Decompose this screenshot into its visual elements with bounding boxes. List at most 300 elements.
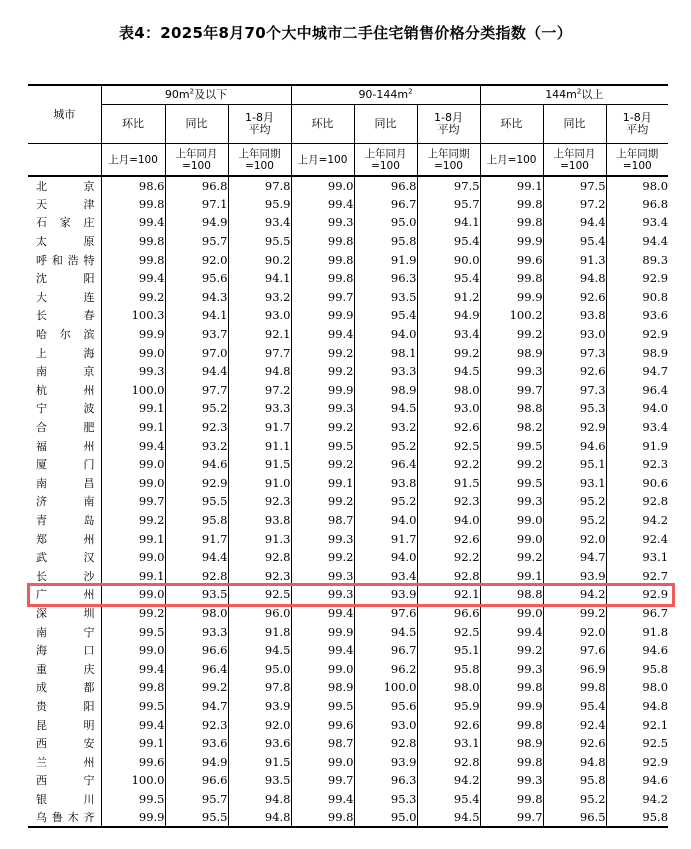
index-value: 99.8	[480, 715, 543, 734]
index-value: 99.5	[101, 790, 165, 809]
index-value: 95.3	[354, 790, 417, 809]
index-value: 94.2	[606, 511, 668, 530]
base-header: 上月=100	[101, 144, 165, 177]
index-value: 93.3	[354, 362, 417, 381]
base-header: 上年同月 =100	[165, 144, 228, 177]
index-value: 94.4	[543, 213, 606, 232]
table-row	[28, 548, 668, 567]
index-value: 99.2	[543, 604, 606, 623]
index-value: 98.2	[480, 418, 543, 437]
index-value: 99.7	[291, 288, 354, 307]
index-value: 99.2	[101, 511, 165, 530]
index-value: 99.2	[417, 343, 480, 362]
index-value: 99.4	[101, 269, 165, 288]
index-value: 94.7	[606, 362, 668, 381]
index-value: 92.5	[228, 585, 291, 604]
index-value: 99.5	[101, 697, 165, 716]
city-name: 广州	[36, 588, 95, 602]
table-row	[28, 566, 668, 585]
group-header-2: $90-144m^2$	[291, 85, 480, 105]
index-value: 99.4	[291, 325, 354, 344]
index-value: 94.6	[543, 436, 606, 455]
base-header: 上月=100	[291, 144, 354, 177]
index-value: 99.9	[291, 622, 354, 641]
index-value: 99.5	[480, 474, 543, 493]
index-value: 94.0	[354, 325, 417, 344]
city-name: 石家庄	[36, 216, 95, 230]
index-value: 96.3	[354, 269, 417, 288]
index-value: 93.4	[606, 418, 668, 437]
index-value: 96.6	[165, 641, 228, 660]
sub-header: 1-8月 平均	[417, 105, 480, 144]
sub-header: 1-8月 平均	[606, 105, 668, 144]
index-value: 99.4	[291, 604, 354, 623]
index-value: 98.9	[606, 343, 668, 362]
index-value: 95.8	[543, 771, 606, 790]
index-value: 95.5	[165, 808, 228, 827]
table-row	[28, 269, 668, 288]
sub-header: 同比	[354, 105, 417, 144]
index-value: 92.2	[417, 548, 480, 567]
index-value: 99.3	[480, 492, 543, 511]
index-value: 97.7	[165, 381, 228, 400]
index-value: 99.9	[480, 697, 543, 716]
index-value: 93.2	[354, 418, 417, 437]
index-value: 99.4	[101, 436, 165, 455]
index-value: 93.4	[417, 325, 480, 344]
index-value: 93.3	[228, 399, 291, 418]
index-value: 94.2	[417, 771, 480, 790]
city-name: 南京	[36, 365, 95, 379]
index-value: 99.3	[480, 362, 543, 381]
index-value: 99.5	[291, 697, 354, 716]
index-value: 91.1	[228, 436, 291, 455]
index-value: 96.4	[165, 659, 228, 678]
index-value: 92.5	[417, 622, 480, 641]
index-value: 94.4	[165, 362, 228, 381]
index-value: 94.1	[417, 213, 480, 232]
index-value: 95.8	[417, 659, 480, 678]
table-row	[28, 585, 668, 604]
index-value: 94.5	[417, 808, 480, 827]
index-value: 100.2	[480, 306, 543, 325]
table-row	[28, 455, 668, 474]
index-value: 94.8	[543, 752, 606, 771]
index-value: 99.2	[101, 604, 165, 623]
table-row	[28, 195, 668, 214]
index-value: 96.6	[417, 604, 480, 623]
city-name: 西安	[36, 737, 95, 751]
base-header: 上年同期 =100	[606, 144, 668, 177]
table-row	[28, 306, 668, 325]
table-row	[28, 343, 668, 362]
index-value: 99.0	[480, 529, 543, 548]
index-value: 90.8	[606, 288, 668, 307]
table-row	[28, 399, 668, 418]
index-value: 92.2	[417, 455, 480, 474]
group-header-1: $90m^2$及以下	[101, 85, 291, 105]
index-value: 93.6	[606, 306, 668, 325]
index-value: 97.0	[165, 343, 228, 362]
index-value: 90.0	[417, 250, 480, 269]
index-value: 96.2	[354, 659, 417, 678]
table-row	[28, 659, 668, 678]
city-name: 长沙	[36, 569, 95, 583]
index-value: 99.8	[480, 213, 543, 232]
index-value: 99.1	[101, 566, 165, 585]
table-row	[28, 790, 668, 809]
index-value: 99.8	[480, 269, 543, 288]
index-value: 99.7	[480, 381, 543, 400]
index-value: 92.1	[606, 715, 668, 734]
index-value: 93.6	[165, 734, 228, 753]
index-value: 96.8	[165, 176, 228, 195]
index-value: 94.8	[228, 790, 291, 809]
index-value: 93.5	[228, 771, 291, 790]
city-name: 沈阳	[36, 272, 95, 286]
index-value: 91.8	[606, 622, 668, 641]
index-value: 95.5	[228, 232, 291, 251]
index-value: 99.0	[101, 474, 165, 493]
index-value: 94.1	[165, 306, 228, 325]
index-value: 99.1	[101, 399, 165, 418]
index-value: 95.6	[354, 697, 417, 716]
city-name: 呼和浩特	[36, 253, 95, 267]
index-value: 99.4	[291, 790, 354, 809]
index-value: 92.0	[165, 250, 228, 269]
index-value: 93.0	[543, 325, 606, 344]
index-value: 99.4	[480, 622, 543, 641]
index-value: 96.8	[606, 195, 668, 214]
index-value: 92.6	[543, 734, 606, 753]
index-value: 93.4	[354, 566, 417, 585]
index-value: 99.8	[101, 250, 165, 269]
index-value: 93.1	[417, 734, 480, 753]
index-value: 97.3	[543, 381, 606, 400]
index-value: 97.5	[417, 176, 480, 195]
index-value: 94.0	[417, 511, 480, 530]
index-value: 99.2	[480, 455, 543, 474]
index-value: 99.0	[101, 455, 165, 474]
city-name: 青岛	[36, 513, 95, 527]
table-title: 表4：2025年8月70个大中城市二手住宅销售价格分类指数（一）	[118, 24, 573, 42]
index-value: 99.6	[291, 715, 354, 734]
sub-header: 同比	[165, 105, 228, 144]
city-name: 南宁	[36, 625, 95, 639]
index-value: 93.0	[228, 306, 291, 325]
table-row	[28, 213, 668, 232]
index-value: 93.2	[228, 288, 291, 307]
index-value: 92.1	[417, 585, 480, 604]
index-value: 95.1	[417, 641, 480, 660]
index-value: 94.5	[228, 641, 291, 660]
index-value: 99.0	[101, 343, 165, 362]
index-value: 99.7	[101, 492, 165, 511]
index-value: 99.2	[480, 548, 543, 567]
table-row	[28, 232, 668, 251]
index-value: 89.3	[606, 250, 668, 269]
index-value: 94.5	[354, 399, 417, 418]
index-value: 92.9	[606, 585, 668, 604]
index-value: 93.8	[354, 474, 417, 493]
index-value: 99.2	[291, 548, 354, 567]
index-value: 93.9	[354, 585, 417, 604]
index-value: 92.8	[354, 734, 417, 753]
city-name: 深圳	[36, 606, 95, 620]
index-value: 91.3	[228, 529, 291, 548]
index-value: 91.7	[228, 418, 291, 437]
index-value: 99.3	[101, 362, 165, 381]
table-row	[28, 474, 668, 493]
base-header: 上月=100	[480, 144, 543, 177]
index-value: 95.9	[417, 697, 480, 716]
index-value: 95.4	[354, 306, 417, 325]
index-value: 90.2	[228, 250, 291, 269]
city-name: 南昌	[36, 476, 95, 490]
index-value: 94.9	[165, 752, 228, 771]
index-value: 99.3	[291, 566, 354, 585]
index-value: 94.4	[606, 232, 668, 251]
index-value: 95.4	[543, 232, 606, 251]
index-value: 94.0	[354, 511, 417, 530]
index-value: 98.7	[291, 511, 354, 530]
index-value: 99.3	[480, 659, 543, 678]
city-header-blank	[28, 144, 101, 177]
city-name: 西宁	[36, 774, 95, 788]
index-value: 91.0	[228, 474, 291, 493]
index-value: 97.1	[165, 195, 228, 214]
index-value: 94.5	[354, 622, 417, 641]
index-value: 92.9	[543, 418, 606, 437]
index-value: 94.8	[228, 808, 291, 827]
index-value: 99.3	[480, 771, 543, 790]
index-value: 99.7	[480, 808, 543, 827]
base-header: 上年同月 =100	[543, 144, 606, 177]
index-value: 99.8	[480, 752, 543, 771]
index-value: 93.4	[228, 213, 291, 232]
index-value: 97.6	[543, 641, 606, 660]
index-value: 92.9	[165, 474, 228, 493]
index-value: 99.1	[291, 474, 354, 493]
group-header-3: $144m^2$以上	[480, 85, 668, 105]
index-value: 92.6	[417, 529, 480, 548]
index-value: 96.7	[606, 604, 668, 623]
index-value: 93.5	[165, 585, 228, 604]
index-value: 94.4	[165, 548, 228, 567]
index-value: 95.2	[543, 492, 606, 511]
index-value: 91.5	[228, 752, 291, 771]
index-value: 95.0	[228, 659, 291, 678]
index-value: 92.3	[417, 492, 480, 511]
index-value: 97.8	[228, 176, 291, 195]
index-value: 99.1	[101, 734, 165, 753]
index-value: 94.2	[543, 585, 606, 604]
index-value: 93.8	[228, 511, 291, 530]
index-value: 92.8	[417, 566, 480, 585]
index-value: 95.0	[354, 808, 417, 827]
city-name: 乌鲁木齐	[28, 808, 101, 827]
table-row	[28, 288, 668, 307]
index-value: 94.6	[165, 455, 228, 474]
index-value: 95.7	[165, 790, 228, 809]
index-value: 99.2	[291, 418, 354, 437]
index-value: 99.8	[291, 250, 354, 269]
index-value: 98.7	[291, 734, 354, 753]
index-value: 98.0	[417, 381, 480, 400]
index-value: 92.6	[417, 418, 480, 437]
table-row	[28, 678, 668, 697]
index-value: 94.0	[606, 399, 668, 418]
index-value: 98.0	[417, 678, 480, 697]
table-row	[28, 511, 668, 530]
table-row	[28, 362, 668, 381]
index-value: 97.2	[228, 381, 291, 400]
city-name: 昆明	[36, 718, 95, 732]
base-header: 上年同月 =100	[354, 144, 417, 177]
index-value: 99.2	[480, 641, 543, 660]
index-value: 97.5	[543, 176, 606, 195]
index-value: 100.3	[101, 306, 165, 325]
index-value: 99.8	[480, 790, 543, 809]
index-value: 99.0	[291, 176, 354, 195]
index-value: 99.0	[480, 511, 543, 530]
index-value: 93.1	[543, 474, 606, 493]
index-value: 92.3	[606, 455, 668, 474]
index-value: 98.9	[354, 381, 417, 400]
index-value: 91.9	[606, 436, 668, 455]
index-value: 99.5	[101, 622, 165, 641]
index-value: 90.6	[606, 474, 668, 493]
index-value: 99.5	[480, 436, 543, 455]
index-value: 92.8	[165, 566, 228, 585]
city-name: 银川	[36, 792, 95, 806]
sub-header: 1-8月 平均	[228, 105, 291, 144]
index-value: 99.4	[101, 715, 165, 734]
index-value: 93.9	[354, 752, 417, 771]
index-value: 95.8	[606, 808, 668, 827]
city-name: 兰州	[36, 755, 95, 769]
index-value: 99.3	[291, 213, 354, 232]
city-name: 重庆	[36, 662, 95, 676]
index-value: 95.1	[543, 455, 606, 474]
index-value: 94.8	[543, 269, 606, 288]
index-value: 92.8	[417, 752, 480, 771]
index-value: 99.9	[291, 381, 354, 400]
table-row	[28, 604, 668, 623]
city-name: 太原	[36, 235, 95, 249]
index-value: 92.8	[228, 548, 291, 567]
index-value: 96.4	[606, 381, 668, 400]
index-value: 95.2	[354, 492, 417, 511]
index-value: 99.2	[291, 455, 354, 474]
index-value: 92.4	[606, 529, 668, 548]
index-value: 99.9	[480, 232, 543, 251]
index-value: 99.5	[291, 436, 354, 455]
index-value: 99.3	[291, 529, 354, 548]
index-value: 94.6	[606, 641, 668, 660]
index-value: 94.0	[354, 548, 417, 567]
index-value: 92.6	[543, 288, 606, 307]
index-value: 94.3	[165, 288, 228, 307]
index-value: 99.4	[291, 195, 354, 214]
city-name: 海口	[36, 644, 95, 658]
index-value: 93.4	[606, 213, 668, 232]
index-value: 98.9	[480, 734, 543, 753]
index-value: 100.0	[101, 771, 165, 790]
index-value: 91.3	[543, 250, 606, 269]
index-value: 95.8	[354, 232, 417, 251]
index-value: 93.1	[606, 548, 668, 567]
index-value: 99.2	[291, 343, 354, 362]
index-value: 94.9	[165, 213, 228, 232]
index-value: 98.6	[101, 176, 165, 195]
index-value: 95.2	[165, 399, 228, 418]
index-value: 99.8	[543, 678, 606, 697]
index-value: 95.4	[417, 232, 480, 251]
index-value: 92.9	[606, 269, 668, 288]
index-value: 94.7	[165, 697, 228, 716]
index-value: 98.0	[165, 604, 228, 623]
table-row	[28, 529, 668, 548]
index-value: 99.9	[101, 325, 165, 344]
index-value: 96.7	[354, 195, 417, 214]
table-row	[28, 771, 668, 790]
index-value: 96.7	[354, 641, 417, 660]
index-value: 99.8	[480, 195, 543, 214]
city-name: 大连	[36, 290, 95, 304]
city-name: 武汉	[36, 551, 95, 565]
table-row	[28, 752, 668, 771]
index-value: 95.0	[354, 213, 417, 232]
index-value: 93.8	[543, 306, 606, 325]
table-row	[28, 325, 668, 344]
base-header: 上年同期 =100	[417, 144, 480, 177]
index-value: 92.1	[228, 325, 291, 344]
index-value: 95.4	[417, 269, 480, 288]
index-value: 91.5	[417, 474, 480, 493]
index-value: 94.2	[606, 790, 668, 809]
index-value: 95.5	[165, 492, 228, 511]
city-header: 城市	[28, 85, 101, 144]
index-value: 98.0	[606, 678, 668, 697]
index-value: 99.8	[101, 195, 165, 214]
index-value: 91.7	[354, 529, 417, 548]
city-name: 厦门	[36, 458, 95, 472]
index-value: 93.6	[228, 734, 291, 753]
index-value: 99.9	[480, 288, 543, 307]
index-value: 98.8	[480, 399, 543, 418]
index-value: 98.8	[480, 585, 543, 604]
index-value: 95.4	[417, 790, 480, 809]
index-value: 100.0	[354, 678, 417, 697]
index-value: 99.8	[480, 678, 543, 697]
table-row	[28, 734, 668, 753]
index-value: 95.7	[417, 195, 480, 214]
table-row	[28, 808, 668, 827]
index-value: 92.9	[606, 752, 668, 771]
table-row	[28, 622, 668, 641]
index-value: 91.7	[165, 529, 228, 548]
index-value: 91.5	[228, 455, 291, 474]
table-row	[28, 436, 668, 455]
index-value: 99.3	[291, 399, 354, 418]
index-value: 92.8	[606, 492, 668, 511]
city-name: 合肥	[36, 421, 95, 435]
index-value: 95.4	[543, 697, 606, 716]
index-value: 99.0	[480, 604, 543, 623]
index-value: 92.6	[543, 362, 606, 381]
index-value: 99.2	[480, 325, 543, 344]
